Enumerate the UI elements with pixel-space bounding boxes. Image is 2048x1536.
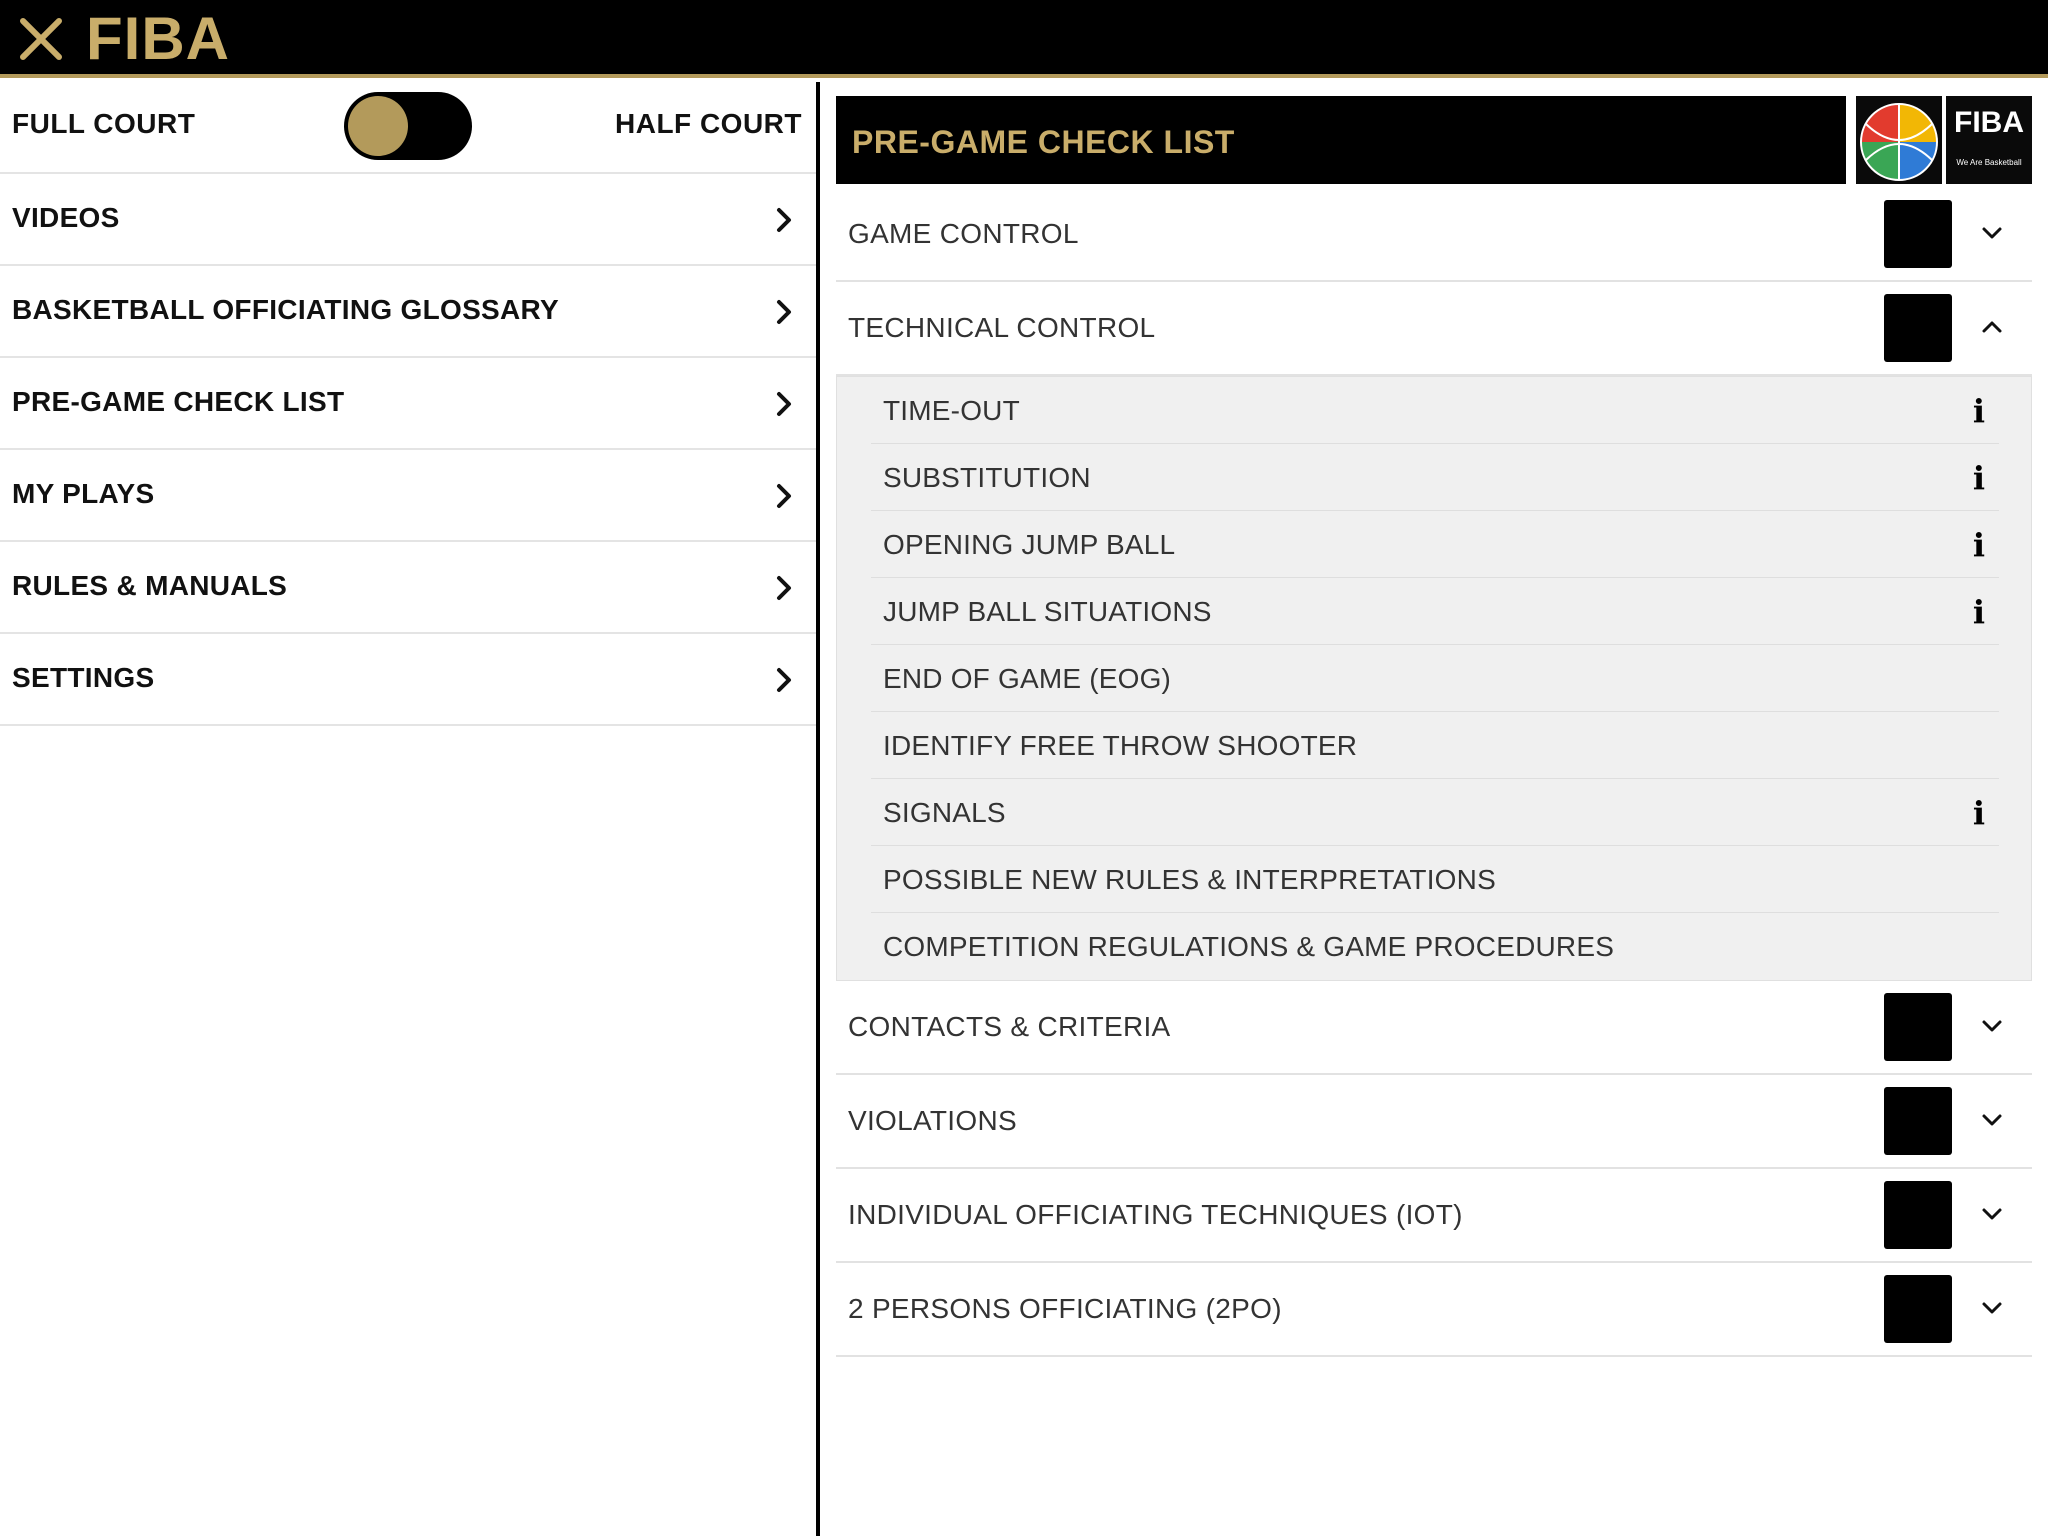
chevron-down-icon[interactable] <box>1978 222 2006 244</box>
list-item-signals[interactable] <box>871 779 1999 846</box>
half-court-label[interactable]: HALF COURT <box>615 108 802 139</box>
section-label: INDIVIDUAL OFFICIATING TECHNIQUES (IOT) <box>848 1199 1463 1230</box>
list-item-label: END OF GAME (EOG) <box>883 663 1172 694</box>
section-status-box[interactable] <box>1884 1087 1952 1155</box>
basketball-globe-logo <box>1856 96 1942 184</box>
section-label: TECHNICAL CONTROL <box>848 312 1156 343</box>
list-item-label: IDENTIFY FREE THROW SHOOTER <box>883 730 1358 761</box>
section-contacts-criteria[interactable] <box>836 981 2032 1075</box>
list-item-label: COMPETITION REGULATIONS & GAME PROCEDURES <box>883 931 1615 962</box>
list-item-label: SUBSTITUTION <box>883 462 1091 493</box>
sidebar-item-videos[interactable] <box>0 174 816 266</box>
chevron-down-icon[interactable] <box>1978 1109 2006 1131</box>
chevron-up-icon[interactable] <box>1978 316 2006 338</box>
section-status-box[interactable] <box>1884 993 1952 1061</box>
full-court-label[interactable]: FULL COURT <box>12 108 196 139</box>
sidebar-item-label: SETTINGS <box>12 662 155 693</box>
list-item-identify-free-throw-shooter[interactable] <box>871 712 1999 779</box>
fiba-badge-subtext: We Are Basketball <box>1956 158 2022 167</box>
chevron-down-icon[interactable] <box>1978 1203 2006 1225</box>
top-bar <box>0 0 2048 78</box>
list-item-label: JUMP BALL SITUATIONS <box>883 596 1212 627</box>
list-item-substitution[interactable] <box>871 444 1999 511</box>
sidebar-item-rules-manuals[interactable] <box>0 542 816 634</box>
list-item-competition-regulations[interactable] <box>871 913 1999 980</box>
page-title: PRE-GAME CHECK LIST <box>852 124 1235 160</box>
list-item-label: POSSIBLE NEW RULES & INTERPRETATIONS <box>883 864 1496 895</box>
section-2po[interactable] <box>836 1263 2032 1357</box>
section-game-control[interactable] <box>836 188 2032 282</box>
list-item-jump-ball-situations[interactable] <box>871 578 1999 645</box>
section-label: GAME CONTROL <box>848 218 1079 249</box>
section-status-box[interactable] <box>1884 200 1952 268</box>
section-status-box[interactable] <box>1884 294 1952 362</box>
sidebar-item-label: RULES & MANUALS <box>12 570 288 601</box>
section-status-box[interactable] <box>1884 1275 1952 1343</box>
info-icon[interactable]: i <box>1972 794 1986 832</box>
court-toggle-switch[interactable] <box>344 92 472 160</box>
list-item-time-out[interactable] <box>871 377 1999 444</box>
info-icon[interactable]: i <box>1972 593 1986 631</box>
fiba-logo: FIBA <box>86 5 230 72</box>
fiba-badge-text: FIBA <box>1954 106 2024 139</box>
section-label: 2 PERSONS OFFICIATING (2PO) <box>848 1293 1282 1324</box>
main-panel <box>820 82 2048 1536</box>
list-item-opening-jump-ball[interactable] <box>871 511 1999 578</box>
sidebar-item-label: VIDEOS <box>12 202 120 233</box>
sidebar-item-pre-game-check-list[interactable] <box>0 358 816 450</box>
info-icon[interactable]: i <box>1972 392 1986 430</box>
technical-control-items <box>836 376 2032 981</box>
chevron-right-icon <box>774 388 794 420</box>
info-icon[interactable]: i <box>1972 459 1986 497</box>
list-item-end-of-game[interactable] <box>871 645 1999 712</box>
fiba-badge-logo <box>1946 96 2032 184</box>
page-header <box>836 96 1846 184</box>
chevron-down-icon[interactable] <box>1978 1297 2006 1319</box>
sidebar-item-my-plays[interactable] <box>0 450 816 542</box>
info-icon[interactable]: i <box>1972 526 1986 564</box>
chevron-right-icon <box>774 480 794 512</box>
list-item-possible-new-rules[interactable] <box>871 846 1999 913</box>
chevron-right-icon <box>774 572 794 604</box>
section-technical-control[interactable] <box>836 282 2032 376</box>
sidebar-item-settings[interactable] <box>0 634 816 726</box>
sidebar-menu <box>0 174 816 726</box>
chevron-right-icon <box>774 664 794 696</box>
sidebar-item-glossary[interactable] <box>0 266 816 358</box>
section-label: CONTACTS & CRITERIA <box>848 1011 1171 1042</box>
section-iot[interactable] <box>836 1169 2032 1263</box>
close-icon[interactable] <box>18 16 64 62</box>
sidebar-item-label: BASKETBALL OFFICIATING GLOSSARY <box>12 294 560 325</box>
section-label: VIOLATIONS <box>848 1105 1017 1136</box>
sidebar-item-label: MY PLAYS <box>12 478 155 509</box>
toggle-knob <box>348 96 408 156</box>
sidebar-item-label: PRE-GAME CHECK LIST <box>12 386 345 417</box>
section-violations[interactable] <box>836 1075 2032 1169</box>
chevron-down-icon[interactable] <box>1978 1015 2006 1037</box>
checklist-accordion <box>836 188 2032 1357</box>
chevron-right-icon <box>774 204 794 236</box>
left-panel <box>0 82 816 1536</box>
chevron-right-icon <box>774 296 794 328</box>
section-status-box[interactable] <box>1884 1181 1952 1249</box>
list-item-label: TIME-OUT <box>883 395 1020 426</box>
list-item-label: OPENING JUMP BALL <box>883 529 1176 560</box>
list-item-label: SIGNALS <box>883 797 1006 828</box>
court-toggle-row <box>0 82 816 174</box>
